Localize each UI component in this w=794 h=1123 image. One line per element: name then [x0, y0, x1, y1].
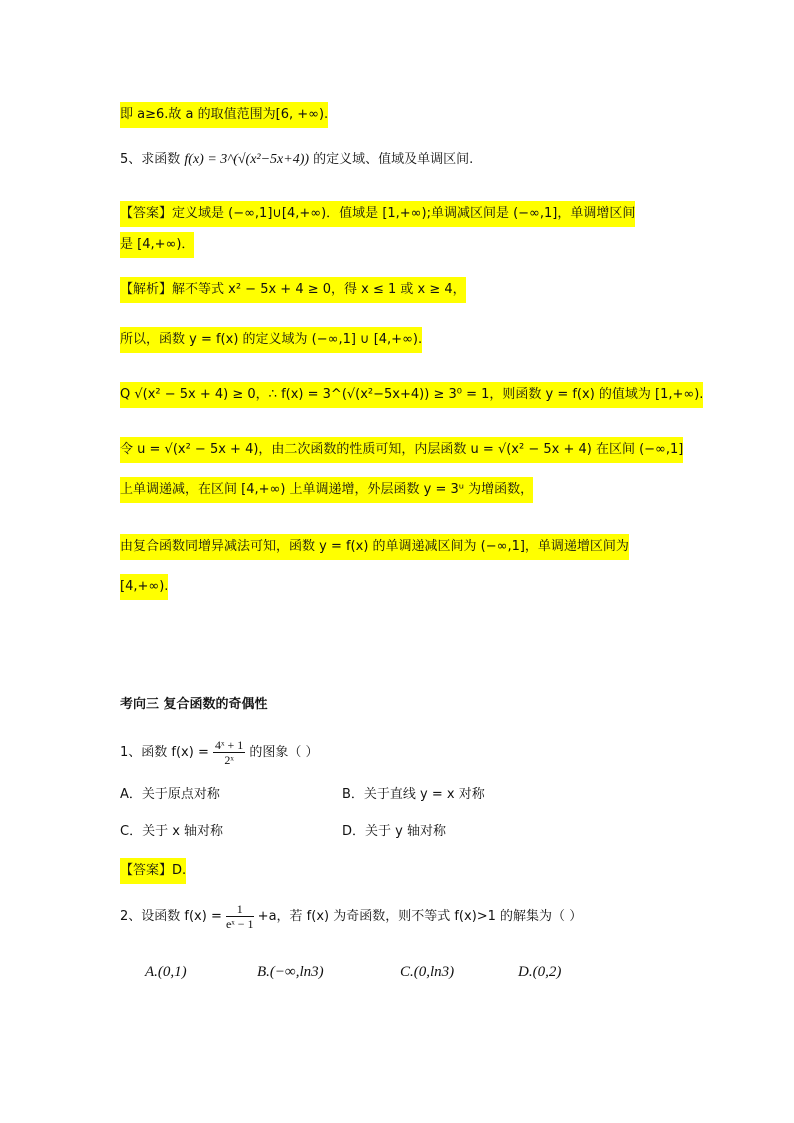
analysis-line-3: Q √(x² − 5x + 4) ≥ 0，∴ f(x) = 3^(√(x²−5x+4)) ≥ 3⁰ = 1，则函数 y = f(x) 的值域为 [1,+∞). — [120, 382, 703, 408]
q1-prefix: 1、函数 f(x) = — [120, 745, 213, 760]
analysis-line-5: 上单调递减，在区间 [4,+∞) 上单调递增，外层函数 y = 3ᵘ 为增函数， — [120, 477, 533, 503]
q2-prefix: 2、设函数 f(x) = — [120, 909, 226, 924]
choice-c: C.(0,ln3) — [400, 964, 455, 980]
analysis-line-1: 【解析】解不等式 x² − 5x + 4 ≥ 0，得 x ≤ 1 或 x ≥ 4， — [120, 277, 466, 303]
q2-fraction — [226, 902, 254, 931]
choice-d: D.(0,2) — [518, 964, 562, 980]
answer-continuation-line: 即 a≥6.故 a 的取值范围为[6, +∞). — [120, 102, 328, 128]
q1-numerator: 4ˣ + 1 — [214, 738, 244, 752]
analysis-line-6: 由复合函数同增异减法可知，函数 y = f(x) 的单调递减区间为 (−∞,1]，单调递增区间为 — [120, 534, 629, 560]
option-b: B．关于直线 y = x 对称 — [342, 787, 485, 802]
choice-b: B.(−∞,ln3) — [257, 964, 324, 980]
answer-line-1: 【答案】定义域是 (−∞,1]∪[4,+∞)．值域是 [1,+∞);单调减区间是 (−∞,1]，单调增区间 — [120, 201, 635, 227]
q2-numerator: 1 — [226, 902, 254, 917]
question-1 — [120, 738, 319, 767]
q5-prefix: 5、求函数 — [120, 152, 185, 167]
question-5 — [120, 149, 473, 171]
q2-suffix: +a，若 f(x) 为奇函数，则不等式 f(x)>1 的解集为（ ） — [253, 909, 583, 924]
q2-denominator: eˣ − 1 — [225, 917, 254, 931]
choice-a: A.(0,1) — [145, 964, 187, 980]
question-2 — [120, 902, 582, 931]
option-c: C．关于 x 轴对称 — [120, 824, 224, 839]
option-d: D．关于 y 轴对称 — [342, 824, 446, 839]
analysis-line-7: [4,+∞). — [120, 574, 168, 600]
analysis-line-2: 所以，函数 y = f(x) 的定义域为 (−∞,1] ∪ [4,+∞). — [120, 327, 422, 353]
q1-fraction — [213, 738, 245, 767]
q5-suffix: 的定义域、值域及单调区间. — [309, 152, 474, 167]
answer-q1: 【答案】D. — [120, 858, 186, 884]
q5-function: f(x) = 3^(√(x²−5x+4)) — [184, 152, 310, 167]
section-heading: 考向三 复合函数的奇偶性 — [120, 697, 268, 712]
q1-denominator: 2ˣ — [224, 753, 234, 767]
option-a: A．关于原点对称 — [120, 787, 220, 802]
q1-suffix: 的图象（ ） — [245, 745, 319, 760]
answer-line-2: 是 [4,+∞)． — [120, 232, 194, 258]
analysis-line-4: 令 u = √(x² − 5x + 4)，由二次函数的性质可知，内层函数 u = √(x² − 5x + 4) 在区间 (−∞,1] — [120, 437, 683, 463]
